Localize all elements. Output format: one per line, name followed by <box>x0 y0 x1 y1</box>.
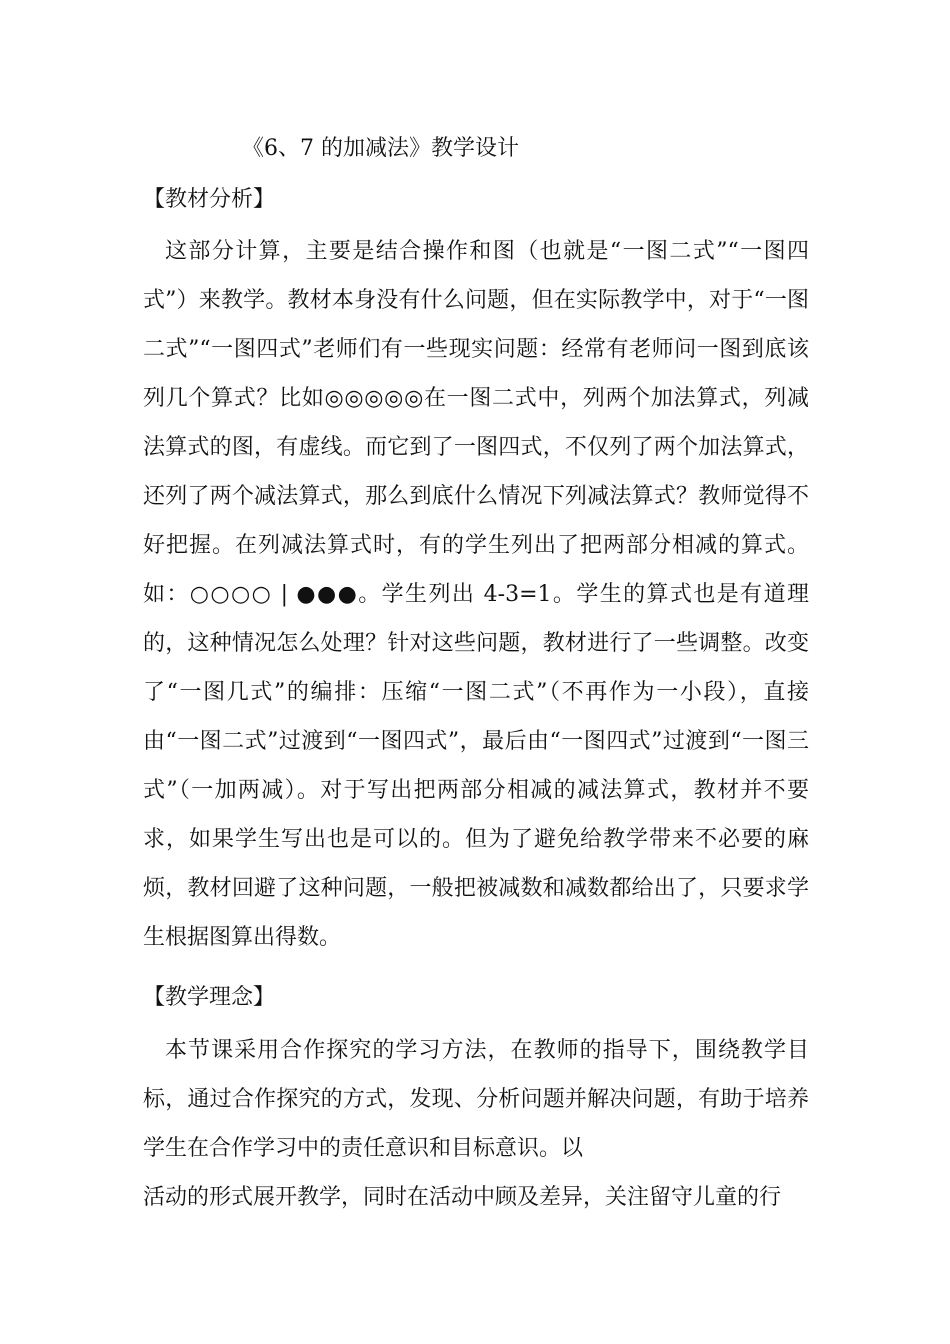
section-heading-teaching-philosophy: 【教学理念】 <box>143 985 276 1010</box>
paragraph-textbook-analysis: 这部分计算，主要是结合操作和图（也就是“一图二式”“一图四式”）来教学。教材本身没有什么问题，但在实际教学中，对于“一图二式”“一图四式”老师们有一些现实问题：经常有老师问一图到底该列几个算式？比如◎◎◎◎◎在一图二式中，列两个加法算式，列减法算式的图，有虚线。而它到了一图四式，不仅列了两个加法算式，还列了两个减法算式，那么到底什么情况下列减法算式？教师觉得不好把握。在列减法算式时，有的学生列出了把两部分相减的算式。如：○○○○ | ●●●。学生列出 4-3=1。学生的算式也是有道理的，这种情况怎么处理？针对这些问题，教材进行了一些调整。改变了“一图几式”的编排：压缩“一图二式”（不再作为一小段），直接由“一图二式”过渡到“一图四式”，最后由“一图四式”过渡到“一图三式”（一加两减）。对于写出把两部分相减的减法算式，教材并不要求，如果学生写出也是可以的。但为了避免给教学带来不必要的麻烦，教材回避了这种问题，一般把被减数和减数都给出了，只要求学生根据图算出得数。 <box>143 239 809 950</box>
paragraph-teaching-philosophy-continued: 活动的形式展开教学，同时在活动中顾及差异，关注留守儿童的行 <box>143 1185 782 1210</box>
paragraph-teaching-philosophy: 本节课采用合作探究的学习方法，在教师的指导下，围绕教学目标，通过合作探究的方式，发现、分析问题并解决问题，有助于培养学生在合作学习中的责任意识和目标意识。以 <box>143 1038 809 1161</box>
document-title: 《6、7 的加减法》教学设计 <box>242 136 519 161</box>
section-heading-textbook-analysis: 【教材分析】 <box>143 187 276 212</box>
